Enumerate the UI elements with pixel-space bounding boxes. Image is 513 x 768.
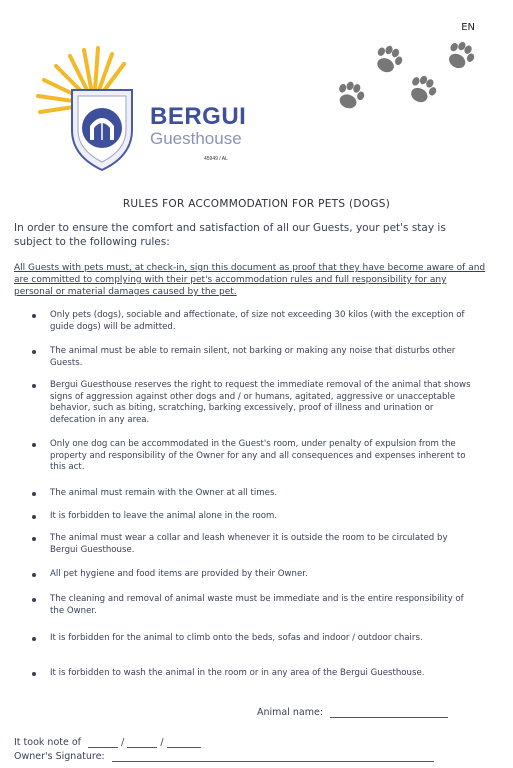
paw-icon — [443, 40, 479, 73]
animal-name-blank[interactable] — [330, 717, 448, 718]
brand-subtitle: Guesthouse — [150, 129, 242, 148]
date-separator: / — [160, 737, 164, 748]
brand-block — [150, 105, 246, 149]
date-field[interactable] — [14, 737, 201, 748]
signature-blank[interactable] — [112, 761, 434, 762]
page-title: RULES FOR ACCOMMODATION FOR PETS (DOGS) — [122, 198, 391, 210]
took-note-label: It took note of — [14, 737, 81, 748]
rule-item: The animal must remain with the Owner at all times. — [18, 488, 478, 500]
intro-paragraph: In order to ensure the comfort and satisfaction of all our Guests, your pet's stay is subject to the following rules: — [14, 222, 446, 248]
paw-icon — [371, 42, 406, 77]
paw-icon — [405, 72, 441, 108]
language-label: EN — [461, 22, 475, 33]
rule-item: Only one dog can be accommodated in the Guest's room, under penalty of expulsion from the property and responsibility of the Owner for any and all consequences and expenses inherent to this act. — [18, 439, 478, 474]
brand-name: BERGUI — [150, 103, 247, 130]
rule-item: Bergui Guesthouse reserves the right to request the immediate removal of the animal that shows signs of aggression against other dogs and / or humans, agitated, aggressive or unacceptable behavior, such as biting, scratching, barking excessively, proof of illness and urination or defecation in any area. — [18, 380, 478, 426]
year-blank[interactable] — [167, 747, 201, 748]
rule-item: The animal must wear a collar and leash whenever it is outside the room to be circulated by Bergui Guesthouse. — [18, 533, 478, 556]
rule-item: All pet hygiene and food items are provided by their Owner. — [18, 569, 478, 581]
rule-item: The cleaning and removal of animal waste must be immediate and is the entire responsibility of the Owner. — [18, 594, 478, 617]
signature-field[interactable] — [14, 751, 434, 762]
animal-name-label: Animal name: — [257, 707, 324, 718]
animal-name-field[interactable] — [257, 707, 448, 718]
month-blank[interactable] — [127, 747, 157, 748]
rule-item: Only pets (dogs), sociable and affectionate, of size not exceeding 30 kilos (with the exception of guide dogs) will be admitted. — [18, 310, 478, 333]
paw-icon — [334, 79, 368, 113]
signature-label: Owner's Signature: — [14, 751, 105, 762]
date-separator: / — [121, 737, 125, 748]
guesthouse-logo — [32, 44, 142, 174]
rule-item: It is forbidden to wash the animal in the room or in any area of the Bergui Guesthouse. — [18, 668, 478, 680]
rule-item: It is forbidden to leave the animal alone in the room. — [18, 511, 478, 523]
registration-code: 45949 / AL — [204, 156, 228, 162]
underlined-notice: All Guests with pets must, at check-in, sign this document as proof that they have become aware of and are committed to complying with their pet's accommodation rules and full responsibility for any personal or material damages caused by the pet. — [14, 263, 486, 297]
paw-prints-decoration — [330, 40, 480, 120]
day-blank[interactable] — [88, 747, 118, 748]
rule-item: The animal must be able to remain silent, not barking or making any noise that disturbs other Guests. — [18, 346, 478, 369]
rule-item: It is forbidden for the animal to climb onto the beds, sofas and indoor / outdoor chairs. — [18, 633, 478, 645]
